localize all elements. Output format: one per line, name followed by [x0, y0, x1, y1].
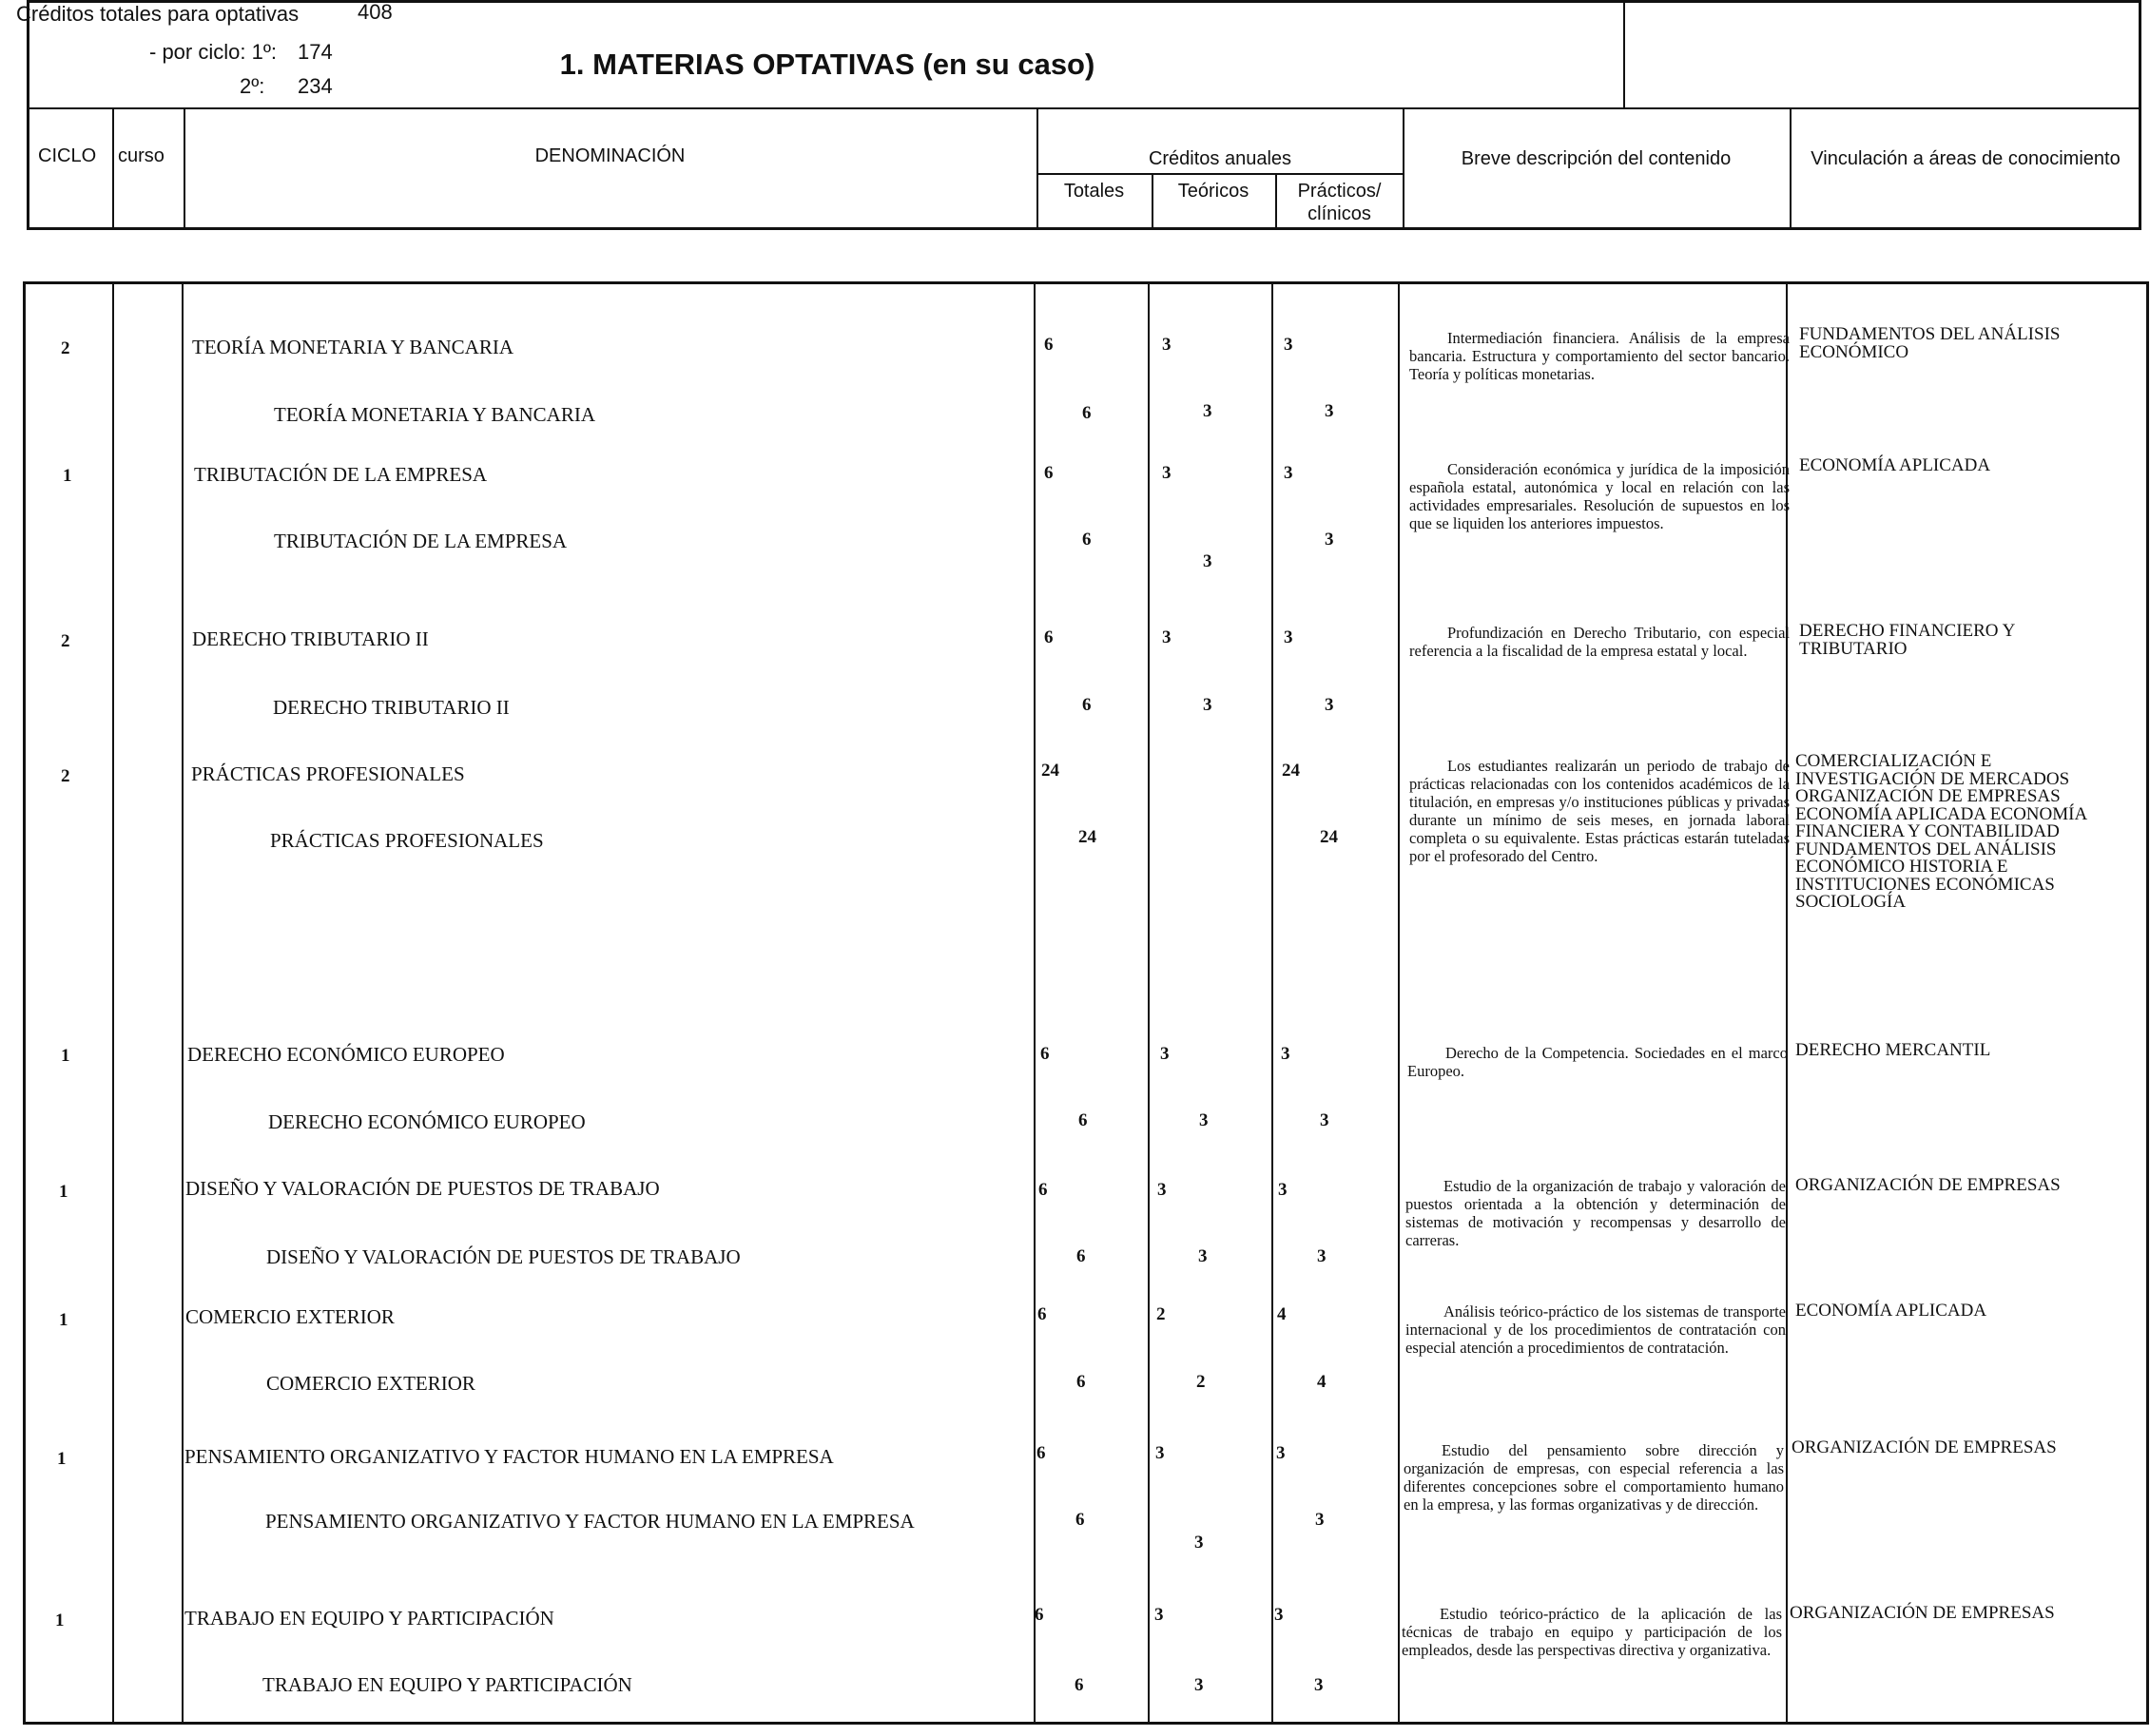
subrow-name: PRÁCTICAS PROFESIONALES: [270, 829, 544, 852]
body-table: [23, 281, 2149, 1725]
row-totales: 6: [1038, 1180, 1048, 1200]
subrow-teoricos: 3: [1194, 1675, 1204, 1695]
subrow-practicos: 3: [1315, 1510, 1325, 1530]
row-name: PRÁCTICAS PROFESIONALES: [191, 762, 465, 785]
subrow-name: TEORÍA MONETARIA Y BANCARIA: [274, 403, 596, 426]
row-teoricos: 3: [1160, 1044, 1170, 1064]
col-header-curso: curso: [118, 145, 165, 166]
row-teoricos: 3: [1162, 627, 1172, 647]
row-name: DISEÑO Y VALORACIÓN DE PUESTOS DE TRABAJO: [185, 1177, 660, 1200]
row-ciclo: 1: [55, 1611, 65, 1630]
credits-label: Créditos totales para optativas: [16, 2, 300, 26]
row-description: Estudio de la organización de trabajo y valoración de puestos orientada a la obtención y determinación de sistemas de motivación y recompensas y desarrollo de carreras.: [1405, 1177, 1786, 1249]
ciclo2-label: 2º:: [240, 74, 265, 98]
row-teoricos: 3: [1162, 335, 1172, 355]
col-line: [1034, 281, 1036, 1725]
row-teoricos: 3: [1155, 1443, 1165, 1463]
subrow-name: TRIBUTACIÓN DE LA EMPRESA: [274, 530, 568, 552]
row-name: DERECHO ECONÓMICO EUROPEO: [187, 1043, 505, 1066]
row-description: Estudio teórico-práctico de la aplicación de las técnicas de trabajo en equipo y participación de los empleados, desde las perspectivas directiva y organizativa.: [1402, 1605, 1782, 1659]
subrow-teoricos: 3: [1203, 551, 1212, 571]
row-totales: 6: [1035, 1605, 1044, 1625]
row-name: TRIBUTACIÓN DE LA EMPRESA: [194, 463, 488, 486]
row-teoricos: 3: [1154, 1605, 1164, 1625]
col-line: [1271, 281, 1273, 1725]
subrow-practicos: 3: [1317, 1246, 1327, 1266]
row-practicos: 4: [1277, 1304, 1287, 1324]
row-totales: 6: [1036, 1443, 1046, 1463]
subrow-totales: 6: [1082, 530, 1092, 550]
row-description: Intermediación financiera. Análisis de la empresa bancaria. Estructura y comportamiento del sector bancario. Teoría y políticas monetarias.: [1409, 329, 1790, 383]
row-ciclo: 1: [61, 1046, 70, 1066]
subrow-totales: 6: [1078, 1110, 1088, 1130]
row-description: Los estudiantes realizarán un periodo de trabajo de prácticas relacionadas con los contenidos académicos de la titulación, en empresas y/o instituciones públicas y privadas durante un mínimo de seis meses, en jornada laboral completa o su equivalente. Estas prácticas estarán tuteladas por el profesorado del Centro.: [1409, 757, 1790, 865]
header-divider: [27, 107, 2141, 109]
row-ciclo: 2: [61, 766, 70, 786]
row-area: DERECHO MERCANTIL: [1795, 1040, 1991, 1060]
subrow-name: DISEÑO Y VALORACIÓN DE PUESTOS DE TRABAJO: [266, 1245, 741, 1268]
subrow-practicos: 4: [1317, 1372, 1327, 1392]
row-area: ECONOMÍA APLICADA: [1799, 455, 1991, 475]
row-practicos: 3: [1276, 1443, 1286, 1463]
subrow-name: COMERCIO EXTERIOR: [266, 1372, 475, 1395]
row-area: COMERCIALIZACIÓN E INVESTIGACIÓN DE MERCADOS ORGANIZACIÓN DE EMPRESAS ECONOMÍA APLICADA ECONOMÍA FINANCIERA Y CONTABILIDAD FUNDAMENTOS DEL ANÁLISIS ECONÓMICO HISTORIA E INSTITUCIONES ECONÓMICAS SOCIOLOGÍA: [1795, 751, 2087, 912]
col-header-practicos: Prácticos/: [1297, 181, 1382, 202]
row-teoricos: 3: [1157, 1180, 1167, 1200]
row-name: DERECHO TRIBUTARIO II: [192, 627, 429, 650]
row-area: ORGANIZACIÓN DE EMPRESAS: [1792, 1437, 2057, 1457]
col-header-clinicos: clínicos: [1307, 203, 1371, 224]
row-area: FUNDAMENTOS DEL ANÁLISIS ECONÓMICO: [1799, 324, 2061, 362]
ciclo2-value: 234: [298, 74, 333, 98]
col-header-descripcion: Breve descripción del contenido: [1461, 148, 1732, 169]
subrow-name: DERECHO ECONÓMICO EUROPEO: [268, 1110, 586, 1133]
row-teoricos: 3: [1162, 463, 1172, 483]
col-line: [1148, 281, 1150, 1725]
row-ciclo: 1: [63, 466, 72, 486]
subrow-teoricos: 3: [1194, 1533, 1204, 1553]
col-header-vinculacion: Vinculación a áreas de conocimiento: [1811, 148, 2121, 169]
row-teoricos: 2: [1156, 1304, 1166, 1324]
subrow-name: DERECHO TRIBUTARIO II: [273, 696, 510, 719]
row-ciclo: 2: [61, 631, 70, 651]
row-totales: 6: [1044, 463, 1054, 483]
subrow-practicos: 3: [1325, 401, 1334, 421]
row-description: Derecho de la Competencia. Sociedades en el marco Europeo.: [1407, 1044, 1788, 1080]
row-practicos: 3: [1284, 335, 1293, 355]
subrow-practicos: 3: [1325, 695, 1334, 715]
row-totales: 6: [1044, 627, 1054, 647]
row-area: DERECHO FINANCIERO Y TRIBUTARIO: [1799, 621, 2015, 659]
col-line: [1398, 281, 1400, 1725]
col-line: [112, 107, 114, 230]
subrow-totales: 6: [1082, 695, 1092, 715]
subrow-totales: 6: [1076, 1372, 1086, 1392]
row-practicos: 3: [1278, 1180, 1288, 1200]
row-ciclo: 2: [61, 338, 70, 358]
subrow-teoricos: 3: [1198, 1246, 1208, 1266]
row-totales: 6: [1037, 1304, 1047, 1324]
row-practicos: 3: [1281, 1044, 1290, 1064]
col-header-creditos: Créditos anuales: [1148, 148, 1292, 169]
row-description: Profundización en Derecho Tributario, con especial referencia a la fiscalidad de la empresa estatal y local.: [1409, 624, 1790, 660]
row-practicos: 24: [1282, 761, 1300, 781]
subrow-practicos: 24: [1320, 827, 1338, 847]
row-name: PENSAMIENTO ORGANIZATIVO Y FACTOR HUMANO EN LA EMPRESA: [184, 1445, 834, 1468]
col-header-ciclo: CICLO: [38, 145, 97, 166]
row-description: Estudio del pensamiento sobre dirección y organización de empresas, con especial referencia a las diferentes concepciones sobre el comportamiento humano en la empresa, y las formas organizativas y de dirección.: [1404, 1441, 1784, 1514]
subrow-practicos: 3: [1314, 1675, 1324, 1695]
row-ciclo: 1: [59, 1310, 68, 1330]
row-totales: 6: [1044, 335, 1054, 355]
page-title: 1. MATERIAS OPTATIVAS (en su caso): [559, 48, 1095, 81]
row-description: Consideración económica y jurídica de la imposición española estatal, autonómica y local en relación con las actividades empresariales. Resolución de supuestos en los que se liquiden los anteriores impuestos.: [1409, 460, 1790, 532]
row-practicos: 3: [1284, 463, 1293, 483]
credits-total: 408: [358, 0, 393, 24]
subrow-teoricos: 3: [1203, 401, 1212, 421]
row-ciclo: 1: [57, 1449, 67, 1469]
row-description: Análisis teórico-práctico de los sistemas de transporte internacional y de los procedimientos de contratación con especial atención a procedimientos de contratación.: [1405, 1302, 1786, 1357]
por-ciclo-label: - por ciclo: 1º:: [149, 40, 277, 64]
subrow-totales: 6: [1075, 1675, 1084, 1695]
col-header-totales: Totales: [1063, 181, 1125, 202]
subrow-name: TRABAJO EN EQUIPO Y PARTICIPACIÓN: [262, 1673, 632, 1696]
row-area: ECONOMÍA APLICADA: [1795, 1301, 1987, 1321]
row-name: TEORÍA MONETARIA Y BANCARIA: [192, 336, 514, 358]
subrow-totales: 6: [1082, 403, 1092, 423]
subrow-teoricos: 3: [1203, 695, 1212, 715]
row-name: COMERCIO EXTERIOR: [185, 1305, 395, 1328]
subrow-totales: 6: [1075, 1510, 1085, 1530]
subrow-practicos: 3: [1325, 530, 1334, 550]
row-name: TRABAJO EN EQUIPO Y PARTICIPACIÓN: [184, 1607, 554, 1630]
row-ciclo: 1: [59, 1182, 68, 1202]
subrow-totales: 6: [1076, 1246, 1086, 1266]
row-area: ORGANIZACIÓN DE EMPRESAS: [1795, 1175, 2061, 1195]
subrow-teoricos: 3: [1199, 1110, 1209, 1130]
subrow-teoricos: 2: [1196, 1372, 1206, 1392]
row-practicos: 3: [1274, 1605, 1284, 1625]
subrow-name: PENSAMIENTO ORGANIZATIVO Y FACTOR HUMANO EN LA EMPRESA: [265, 1510, 915, 1533]
col-line: [182, 281, 184, 1725]
row-area: ORGANIZACIÓN DE EMPRESAS: [1790, 1603, 2055, 1623]
col-header-denominacion: DENOMINACIÓN: [534, 145, 686, 166]
col-line: [112, 281, 114, 1725]
row-totales: 6: [1040, 1044, 1050, 1064]
subrow-totales: 24: [1078, 827, 1096, 847]
col-header-teoricos: Teóricos: [1177, 181, 1249, 202]
subrow-practicos: 3: [1320, 1110, 1329, 1130]
ciclo1-value: 174: [298, 40, 333, 64]
row-practicos: 3: [1284, 627, 1293, 647]
credits-subheader-line: [1036, 173, 1404, 175]
row-totales: 24: [1041, 761, 1059, 781]
col-line: [184, 107, 185, 230]
